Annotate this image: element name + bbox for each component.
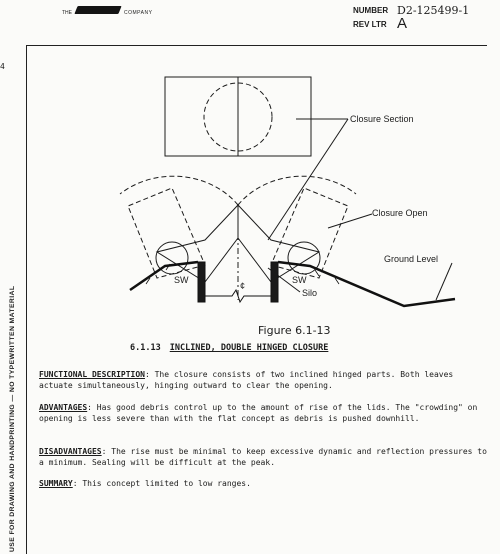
label-silo: Silo — [302, 288, 318, 298]
functional-description-paragraph — [39, 369, 489, 391]
right-leaf-open — [271, 188, 348, 278]
label-ground-level: Ground Level — [384, 254, 439, 264]
section-number: 6.1.13 — [130, 343, 161, 353]
label-closure-section: Closure Section — [350, 114, 414, 124]
document-number-label: NUMBER — [353, 6, 389, 15]
section-title: INCLINED, DOUBLE HINGED CLOSURE — [169, 343, 329, 353]
revision-label: REV LTR — [353, 20, 387, 29]
side-margin-text: USE FOR DRAWING AND HANDPRINTING — NO TYPEWRITTEN MATERIAL — [9, 285, 16, 552]
summary-paragraph — [39, 478, 489, 489]
paragraph-label: SUMMARY — [39, 479, 73, 488]
silo-wall-left — [198, 262, 205, 302]
closure-open-leader — [328, 214, 372, 228]
label-centerline: ¢ — [240, 281, 246, 291]
paragraph-text: : The closure consists of two inclined hinged parts. Both leaves actuate simultaneously, hinging outward to clear the opening. — [39, 370, 454, 390]
paragraph-text: : This concept limited to low ranges. — [72, 479, 251, 488]
left-swing-arc — [120, 176, 238, 205]
ground-level-leader — [436, 263, 452, 300]
disadvantages-paragraph — [39, 446, 489, 468]
advantages-paragraph — [39, 402, 489, 424]
document-number-value: D2-125499-1 — [397, 4, 470, 17]
paragraph-label: FUNCTIONAL DESCRIPTION — [39, 370, 145, 379]
paragraph-text: : Has good debris control up to the amount of rise of the lids. The "crowding" on opening is less severe than with the flat concept as debris is pushed downhill. — [39, 403, 478, 423]
margin-mark: 4 — [0, 62, 5, 71]
paragraph-text: : The rise must be minimal to keep excessive dynamic and reflection pressures to a minimum. Sealing will be difficult at the peak. — [39, 447, 487, 467]
label-closure-open: Closure Open — [372, 208, 428, 218]
figure-caption: Figure 6.1-13 — [258, 324, 331, 337]
header-company-label: COMPANY — [124, 10, 153, 16]
label-sw-left: SW — [174, 275, 189, 285]
silo-wall-right — [271, 262, 278, 302]
label-sw-right: SW — [292, 275, 307, 285]
paragraph-label: DISADVANTAGES — [39, 447, 102, 456]
revision-value: A — [397, 15, 408, 32]
header-the-label: THE — [62, 10, 72, 16]
right-swing-arc — [238, 176, 356, 205]
left-leaf-open — [128, 188, 205, 278]
paragraph-label: ADVANTAGES — [39, 403, 88, 412]
section-heading — [130, 343, 328, 353]
